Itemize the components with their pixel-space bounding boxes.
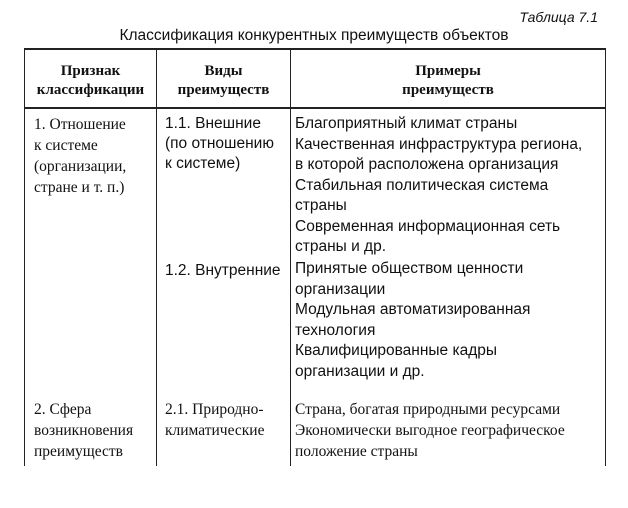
criterion-cell: 1. Отношение к системе (организации, стране и т. п.): [34, 116, 127, 196]
header-divider: [25, 107, 605, 109]
classification-table: [24, 48, 606, 466]
header-criterion: Признак классификации: [36, 63, 145, 98]
header-examples: Примеры преимуществ: [402, 63, 494, 98]
table-caption: Классификация конкурентных преимуществ объектов: [119, 27, 509, 44]
header-kinds: Виды преимуществ: [177, 63, 270, 98]
kind-cell: 1.2. Внутренние: [165, 262, 281, 279]
examples-cell: Страна, богатая природными ресурсами Экономически выгодное географическое положение страны: [295, 401, 565, 460]
criterion-cell: 2. Сфера возникновения преимуществ: [34, 401, 134, 460]
column-divider: [290, 50, 291, 466]
kind-cell: 2.1. Природно- климатические: [165, 401, 265, 439]
examples-cell: Благоприятный климат страны Качественная инфраструктура региона, в которой расположена организация Стабильная политическая система страны Современная информационная сеть страны и др.: [295, 115, 583, 255]
column-divider: [156, 50, 157, 466]
table-number: Таблица 7.1: [519, 9, 598, 25]
examples-cell: Принятые обществом ценности организации Модульная автоматизированная технология Квалифицированные кадры организации и др.: [295, 260, 531, 380]
kind-cell: 1.1. Внешние (по отношению к системе): [165, 115, 274, 172]
